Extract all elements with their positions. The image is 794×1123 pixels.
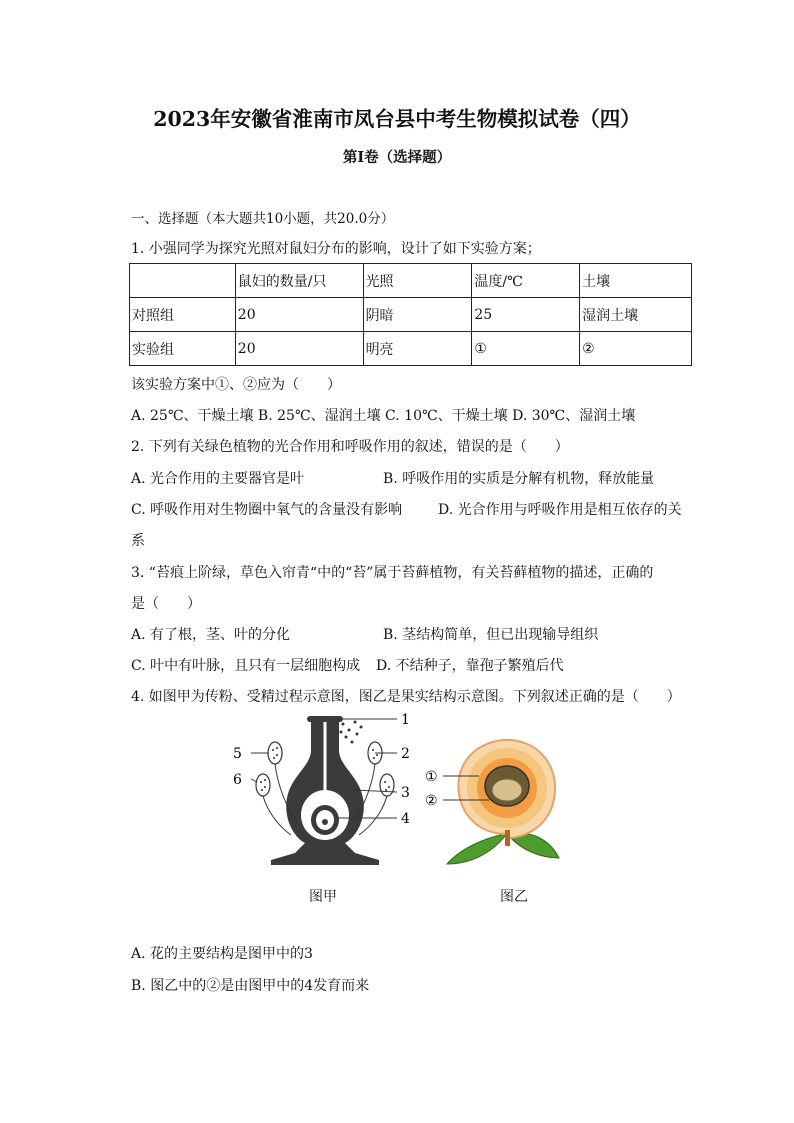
table-header-cell: 鼠妇的数量/只: [235, 264, 363, 298]
label-circle-1: ①: [425, 769, 438, 785]
q4-option-a: A. 花的主要结构是图甲中的3: [131, 946, 313, 962]
q2-option-d: D. 光合作用与呼吸作用是相互依存的关: [438, 502, 682, 518]
table-header-cell: 土壤: [580, 264, 692, 298]
stamen-left-lower: [256, 774, 291, 835]
q2-stem: 2. 下列有关绿色植物的光合作用和呼吸作用的叙述，错误的是（ ）: [131, 439, 569, 455]
figure-pollination-diagram: [225, 710, 425, 870]
experiment-table: [129, 263, 692, 366]
table-cell: ②: [580, 332, 692, 366]
figure-a-caption: 图甲: [309, 889, 337, 905]
q1-stem: 1. 小强同学为探究光照对鼠妇分布的影响，设计了如下实验方案；: [131, 241, 541, 257]
q1-options: A. 25℃、干燥土壤 B. 25℃、湿润土壤 C. 10℃、干燥土壤 D. 30℃、湿润土壤: [131, 408, 636, 424]
q2-option-c: C. 呼吸作用对生物圈中氧气的含量没有影响: [131, 502, 403, 518]
egg-cell: [322, 819, 328, 825]
q3-option-c: C. 叶中有叶脉，且只有一层细胞构成: [131, 658, 361, 674]
table-cell: 对照组: [130, 298, 236, 332]
table-header-cell: 温度/℃: [472, 264, 580, 298]
table-header-cell: [130, 264, 236, 298]
table-cell: 明亮: [363, 332, 472, 366]
seed: [492, 779, 522, 801]
q3-stem-continued: 是（ ）: [131, 596, 201, 612]
table-cell: 25: [472, 298, 580, 332]
table-cell: ①: [472, 332, 580, 366]
table-row: [130, 332, 692, 366]
label-5: 5: [233, 746, 242, 762]
table-cell: 20: [235, 298, 363, 332]
table-cell: 实验组: [130, 332, 236, 366]
label-3: 3: [401, 785, 410, 801]
label-4: 4: [401, 811, 410, 827]
label-2: 2: [401, 746, 410, 762]
label-1: 1: [401, 712, 410, 728]
q1-question: 该实验方案中①、②应为（ ）: [131, 377, 341, 393]
q3-option-b: B. 茎结构简单，但已出现输导组织: [383, 627, 599, 643]
label-circle-2: ②: [425, 793, 438, 809]
pollen-grains: [340, 721, 363, 744]
q2-option-a: A. 光合作用的主要器官是叶: [131, 471, 305, 487]
figure-fruit-diagram: [425, 730, 565, 870]
leaf-left: [447, 834, 505, 864]
q4-stem: 4. 如图甲为传粉、受精过程示意图，图乙是果实结构示意图。下列叙述正确的是（ ）: [131, 689, 681, 705]
exam-title: 2023年安徽省淮南市凤台县中考生物模拟试卷（四）: [153, 107, 641, 131]
q3-option-d: D. 不结种子，靠孢子繁殖后代: [376, 658, 564, 674]
table-header-row: [130, 264, 692, 298]
q3-stem: 3. “苔痕上阶绿，草色入帘青“中的“苔”属于苔藓植物，有关苔藓植物的描述，正确的: [131, 565, 654, 581]
stamen-right-lower: [359, 774, 394, 835]
table-header-cell: 光照: [363, 264, 472, 298]
q4-option-b: B. 图乙中的②是由图甲中的4发育而来: [131, 978, 370, 994]
table-cell: 20: [235, 332, 363, 366]
section-heading: 一、选择题（本大题共10小题，共20.0分）: [131, 211, 395, 227]
exam-subtitle: 第Ⅰ卷（选择题）: [342, 149, 452, 166]
q2-option-d-continued: 系: [131, 533, 145, 549]
table-cell: 阴暗: [363, 298, 472, 332]
table-row: [130, 298, 692, 332]
figure-b-caption: 图乙: [500, 889, 528, 905]
label-6: 6: [233, 772, 242, 788]
q3-option-a: A. 有了根，茎、叶的分化: [131, 627, 291, 643]
q2-option-b: B. 呼吸作用的实质是分解有机物，释放能量: [383, 471, 655, 487]
fruit-stem: [505, 830, 510, 846]
table-cell: 湿润土壤: [580, 298, 692, 332]
